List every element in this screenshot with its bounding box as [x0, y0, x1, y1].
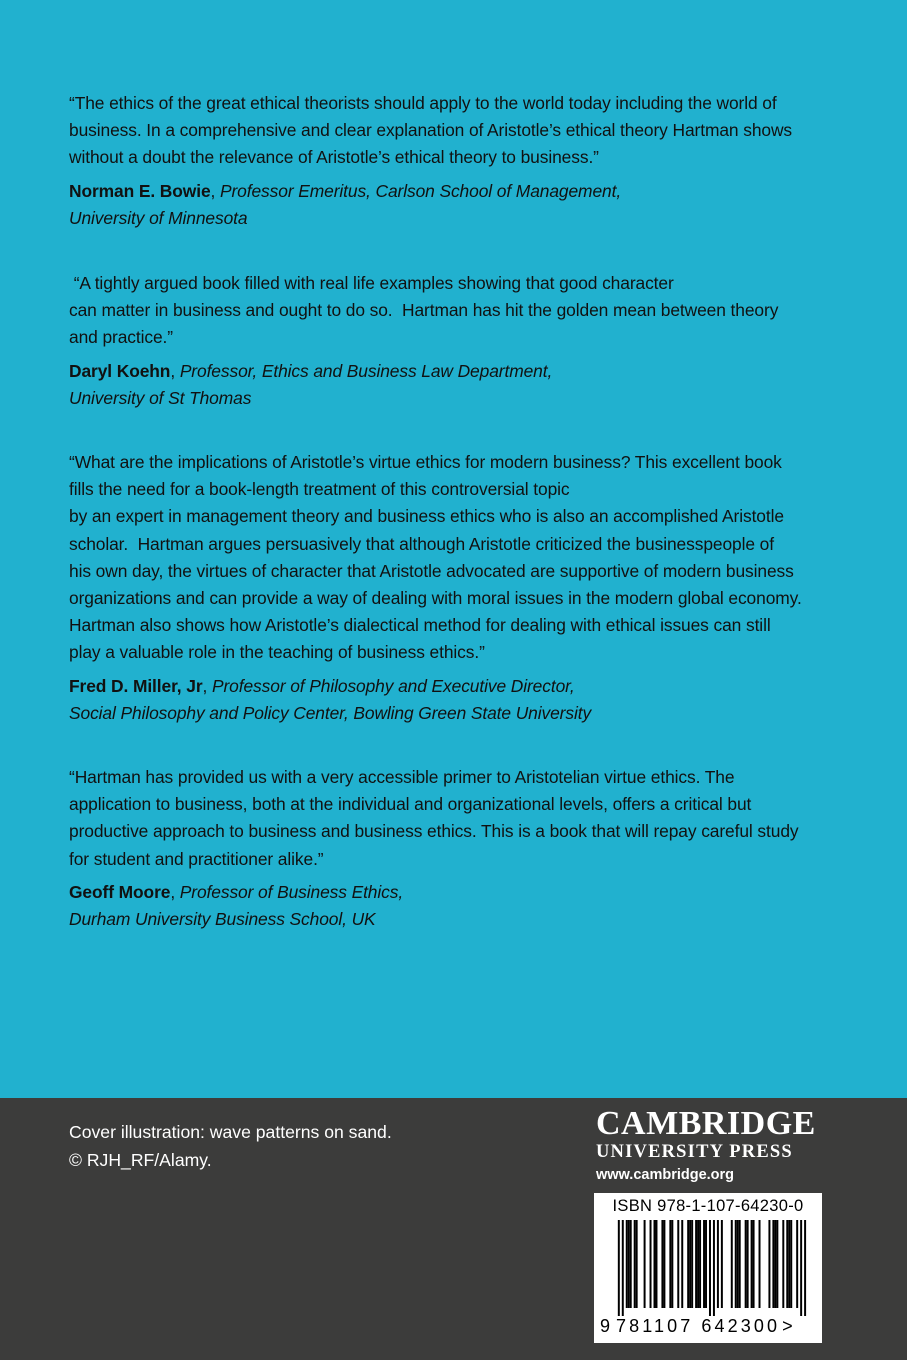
endorsement-moore	[69, 764, 829, 933]
barcode-bar	[717, 1220, 719, 1308]
barcode-bar	[709, 1220, 711, 1316]
barcode-bar	[697, 1220, 699, 1308]
quote-line: “A tightly argued book filled with real life examples showing that good character	[69, 273, 674, 293]
barcode-bar	[644, 1220, 646, 1308]
barcode-bar	[721, 1220, 723, 1308]
barcode-bar	[663, 1220, 665, 1308]
barcode-bar	[630, 1220, 632, 1308]
endorsement-miller	[69, 449, 829, 727]
endorser-title: Professor of Business Ethics,	[179, 881, 404, 902]
quote-line: organizations and can provide a way of dealing with moral issues in the modern global economy.	[69, 588, 802, 609]
endorser-affiliation: University of Minnesota	[69, 207, 248, 228]
publisher-subname: UNIVERSITY PRESS	[596, 1142, 793, 1162]
endorser-name: Fred D. Miller, Jr	[69, 675, 203, 696]
endorsement-quote	[69, 449, 829, 667]
endorser-name: Norman E. Bowie	[69, 180, 211, 201]
barcode-bar	[737, 1220, 739, 1308]
barcode-bar	[669, 1220, 671, 1308]
publisher-logo	[596, 1106, 824, 1186]
barcode-bar	[691, 1220, 693, 1308]
isbn-barcode	[594, 1193, 822, 1343]
barcode-bar	[689, 1220, 691, 1308]
barcode-bar	[804, 1220, 806, 1316]
quote-line: his own day, the virtues of character that Aristotle advocated are supportive of modern business	[69, 560, 794, 581]
endorsement-attribution: Geoff Moore, Professor of Business Ethics, Durham University Business School, UK	[69, 881, 404, 930]
quote-line: application to business, both at the individual and organizational levels, offers a critical but	[69, 794, 752, 815]
barcode-bar	[776, 1220, 778, 1308]
barcode-bar	[636, 1220, 638, 1308]
barcode-bar	[782, 1220, 784, 1308]
barcode-bar	[739, 1220, 741, 1308]
quote-line: by an expert in management theory and business ethics who is also an accomplished Aristotle	[69, 506, 784, 527]
endorser-title: Professor of Philosophy and Executive Director,	[211, 675, 575, 696]
quote-line: “The ethics of the great ethical theorists should apply to the world today including the world of	[69, 93, 777, 113]
barcode-bar	[699, 1220, 701, 1308]
cover-illustration-credit: Cover illustration: wave patterns on sand.	[69, 1122, 392, 1142]
barcode-bar	[751, 1220, 753, 1308]
barcode-bar	[772, 1220, 774, 1308]
publisher-name: CAMBRIDGE	[596, 1105, 816, 1142]
quote-line: play a valuable role in the teaching of business ethics.”	[69, 642, 485, 663]
barcode-bar	[628, 1220, 630, 1308]
barcode-bar	[671, 1220, 673, 1308]
barcode-bar	[800, 1220, 802, 1316]
endorsement-quote	[69, 764, 829, 873]
barcode-bar	[713, 1220, 715, 1316]
barcode-bar	[747, 1220, 749, 1308]
endorser-name: Daryl Koehn	[69, 360, 171, 381]
quote-line: business. In a comprehensive and clear explanation of Aristotle’s ethical theory Hartman shows	[69, 120, 793, 141]
barcode-bar	[786, 1220, 788, 1308]
endorser-affiliation: Social Philosophy and Policy Center, Bowling Green State University	[69, 702, 592, 723]
quote-line: and practice.”	[69, 327, 173, 348]
endorser-title: Professor, Ethics and Business Law Department,	[179, 360, 553, 381]
barcode-bar	[634, 1220, 636, 1308]
barcode-bar	[626, 1220, 628, 1308]
endorsement-attribution: Daryl Koehn, Professor, Ethics and Business Law Department, University of St Thomas	[69, 360, 553, 408]
barcode-bar	[703, 1220, 705, 1308]
barcode-bar	[655, 1220, 657, 1308]
quote-line: for student and practitioner alike.”	[69, 848, 324, 869]
barcode-bar	[759, 1220, 761, 1308]
quote-line: Hartman also shows how Aristotle’s dialectical method for dealing with ethical issues can still	[69, 615, 771, 636]
ean-first-digit: 9	[600, 1316, 611, 1336]
barcode-bar	[790, 1220, 792, 1308]
barcode-bar	[788, 1220, 790, 1308]
barcode-bars	[600, 1220, 816, 1316]
barcode-bar	[745, 1220, 747, 1308]
endorsement-attribution: Norman E. Bowie, Professor Emeritus, Carlson School of Management, University of Minnesota	[69, 180, 622, 228]
endorser-affiliation: Durham University Business School, UK	[69, 909, 376, 930]
endorsement-quote	[69, 90, 829, 172]
endorsement-quote	[69, 270, 829, 352]
barcode-bar	[622, 1220, 624, 1316]
ean-digit-groups: 781107 642300 >	[616, 1316, 796, 1336]
barcode-bar	[705, 1220, 707, 1308]
endorser-name: Geoff Moore	[69, 881, 171, 902]
endorsement-bowie	[69, 90, 829, 232]
quote-line: productive approach to business and business ethics. This is a book that will repay careful study	[69, 821, 799, 842]
ean-end-marker: >	[782, 1316, 796, 1336]
barcode-bar	[650, 1220, 652, 1308]
endorsement-koehn	[69, 270, 829, 412]
isbn-label: ISBN 978-1-107-64230-0	[612, 1197, 804, 1215]
copyright-credit: © RJH_RF/Alamy.	[69, 1150, 212, 1170]
publisher-url: www.cambridge.org	[596, 1167, 735, 1183]
barcode-bar	[681, 1220, 683, 1308]
barcode-bar	[687, 1220, 689, 1308]
barcode-bar	[774, 1220, 776, 1308]
barcode-bar	[768, 1220, 770, 1308]
barcode-bar	[695, 1220, 697, 1308]
cover-credit	[69, 1118, 392, 1174]
footer-band	[0, 1098, 907, 1360]
barcode-bar	[796, 1220, 798, 1308]
quote-line: fills the need for a book-length treatment of this controversial topic	[69, 479, 570, 500]
quote-line: “What are the implications of Aristotle’s virtue ethics for modern business? This excellent book	[69, 452, 782, 472]
endorser-affiliation: University of St Thomas	[69, 387, 252, 408]
quote-line: can matter in business and ought to do so. Hartman has hit the golden mean between theory	[69, 300, 779, 321]
endorsement-attribution: Fred D. Miller, Jr, Professor of Philosophy and Executive Director, Social Philosophy and Policy Center, Bowling Green State University	[69, 675, 592, 723]
quote-line: without a doubt the relevance of Aristotle’s ethical theory to business.”	[69, 147, 599, 168]
quote-line: scholar. Hartman argues persuasively that although Aristotle criticized the businesspeople of	[69, 533, 774, 554]
barcode-bar	[677, 1220, 679, 1308]
barcode-bar	[753, 1220, 755, 1308]
barcode-bar	[618, 1220, 620, 1316]
endorser-title: Professor Emeritus, Carlson School of Management,	[219, 180, 622, 201]
barcode-bar	[654, 1220, 656, 1308]
quote-line: “Hartman has provided us with a very accessible primer to Aristotelian virtue ethics. The	[69, 767, 735, 787]
barcode-bar	[661, 1220, 663, 1308]
barcode-bar	[731, 1220, 733, 1308]
barcode-bar	[735, 1220, 737, 1308]
